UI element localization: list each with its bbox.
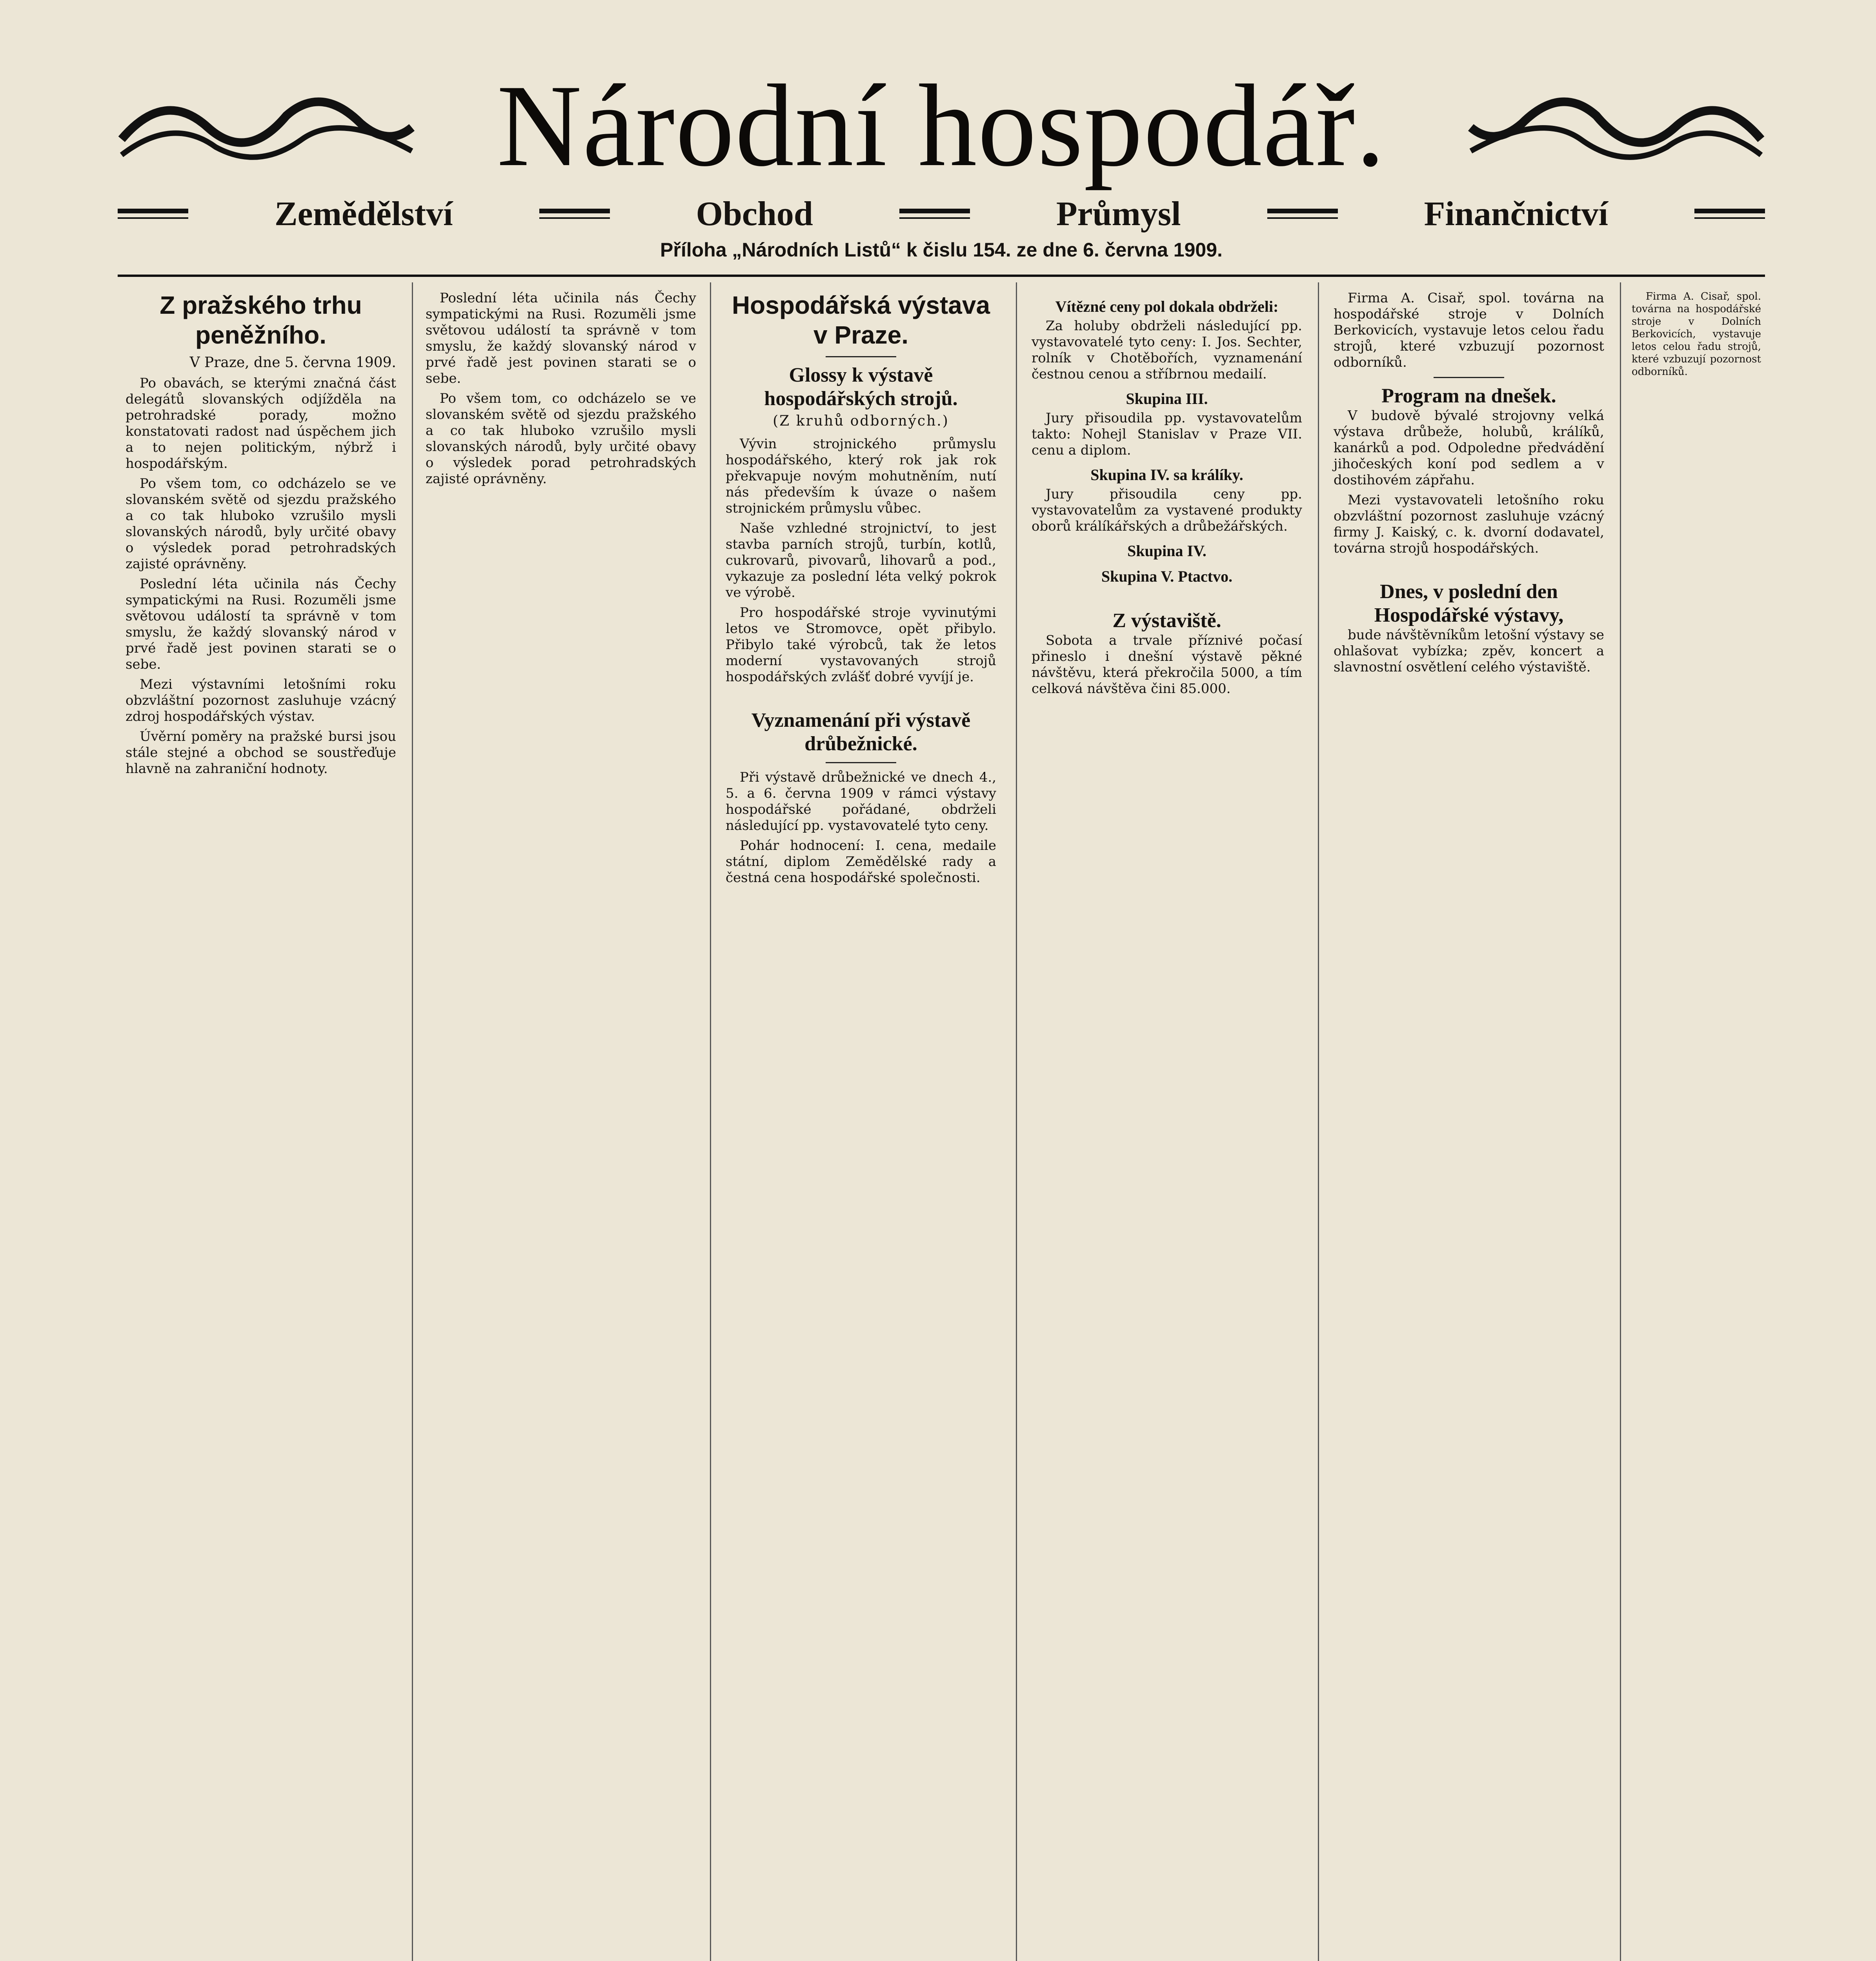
section-trade: Obchod [696,195,813,233]
divider [826,762,896,763]
paragraph: Mezi výstavními letošními roku obzvláštní pozornost zasluhuje vzácný zdroj hospodářských výstav. [126,677,396,724]
paragraph: Sobota a trvale příznivé počasí přineslo i dnešní výstavě pěkné návštěvu, která překročila 5000, a tím celková návštěva čini 85.000. [1032,633,1302,697]
section-heading: Skupina IV. sa králíky. [1090,466,1243,484]
paragraph: Jury přisoudila ceny pp. vystavovatelům za vystavené produkty oborů králíkářských a drůbežářských. [1032,486,1302,534]
paragraph: Po všem tom, co odcházelo se ve slovanském světě od sjezdu pražského a co tak hluboko vzrušilo mysli slovanských národů, byly určité obavy o výsledek porad petrohradských zajisté oprávněny. [126,476,396,572]
divider [118,209,188,219]
byline: (Z kruhů odborných.) [773,413,949,429]
article-headline: Z pražského trhu peněžního. [160,291,362,349]
paragraph: Poslední léta učinila nás Čechy sympatickými na Rusi. Rozuměli jsme světovou událostí ta správně v tom smyslu, že každý slovanský národ v prvé řadě jest povinen starati se o sebe. [126,576,396,672]
paragraph: Firma A. Cisař, spol. továrna na hospodářské stroje v Dolních Berkovicích, vystavuje letos celou řadu strojů, které vzbuzují pozornost odborníků. [1632,291,1761,378]
paragraph: Mezi vystavovateli letošního roku obzvláštní pozornost zasluhuje vzácný firmy J. Kaiský, c. k. dvorní dodavatel, továrna strojů hospodářských. [1334,492,1604,556]
section-heading: Skupina V. Ptactvo. [1101,568,1233,585]
section-agriculture: Zemědělství [274,195,453,233]
paragraph: bude návštěvníkům letošní výstavy se ohlašovat vybízka; zpěv, koncert a slavnostní osvětlení celého výstaviště. [1334,627,1604,675]
masthead [118,59,1765,263]
newspaper-title: Národní hospodář. [497,60,1386,191]
divider [826,356,896,357]
section-heading: Skupina IV. [1127,542,1206,560]
column-1 [126,290,396,781]
dateline: V Praze, dne 5. června 1909. [189,355,396,371]
header-rule [118,275,1765,277]
paragraph: Pohár hodnocení: I. cena, medaile státní, diplom Zemědělské rady a čestná cena hospodářské společnosti. [726,838,996,886]
column-4 [1032,290,1302,701]
section-heading: Vítězné ceny pol dokala obdrželi: [1055,298,1279,315]
column-5 [1334,290,1604,679]
section-finance: Finančnictví [1424,195,1608,233]
divider [1267,209,1338,219]
paragraph: Jury přisoudila pp. vystavovatelům takto: Nohejl Stanislav v Praze VII. cenu a diplom. [1032,410,1302,458]
column-rule [1318,282,1319,1961]
paragraph: Firma A. Cisař, spol. továrna na hospodářské stroje v Dolních Berkovicích, vystavuje letos celou řadu strojů, které vzbuzují pozornost odborníků. [1334,290,1604,370]
article-headline: Vyznamenání při výstavě drůbežnické. [751,709,971,755]
paragraph: Při výstavě drůbežnické ve dnech 4., 5. a 6. června 1909 v rámci výstavy hospodářské pořádané, obdrželi následující pp. vystavovatelé tyto ceny. [726,769,996,833]
paragraph: Pro hospodářské stroje vyvinutými letos ve Stromovce, opět přibylo. Přibylo také výrobců, tak že letos moderní vystavovaných strojů hospodářských zvlášť dobré vyvíjí je. [726,605,996,685]
article-headline: Dnes, v poslední den Hospodářské výstavy, [1374,580,1564,626]
article-headline: Z výstaviště. [1112,609,1221,632]
article-headline: Program na dnešek. [1381,385,1556,407]
article-headline: Hospodářská výstava v Praze. [731,291,990,349]
divider [1434,377,1504,378]
section-industry: Průmysl [1056,195,1181,233]
paragraph: Po obavách, se kterými značná část delegátů slovanských odjížděla na petrohradské porady, možno konstatovati radost nad úspěchem jich a to nejen politickým, nýbrž i hospodářským. [126,375,396,471]
paragraph: Úvěrní poměry na pražské bursi jsou stále stejné a obchod se soustřeďuje hlavně na zahraniční hodnoty. [126,729,396,777]
column-rule [1016,282,1017,1961]
column-rule [412,282,413,1961]
column-6 [1632,290,1761,382]
paragraph: Po všem tom, co odcházelo se ve slovanském světě od sjezdu pražského a co tak hluboko vzrušilo mysli slovanských národů, byly určité obavy o výsledek porad petrohradských zajisté oprávněny. [426,391,696,487]
section-bar [118,192,1765,235]
paragraph: V budově bývalé strojovny velká výstava drůbeže, holubů, králíků, kanárků a pod. Odpoledne předvádění jihočeských koní pod sedlem a v dostihovém zápřahu. [1334,408,1604,488]
divider [899,209,970,219]
paragraph: Za holuby obdrželi následující pp. vystavovatelé tyto ceny: I. Jos. Sechter, rolník v Chotěbořích, vyznamenání čestnou cenou a stříbrnou medailí. [1032,318,1302,382]
paragraph: Vývin strojnického průmyslu hospodářského, který rok jak rok překvapuje novým mohutněním, nutí nás především k úvaze o našem strojnickém průmyslu vůbec. [726,436,996,516]
paragraph: Naše vzhledné strojnictví, to jest stavba parních strojů, turbín, kotlů, cukrovarů, pivovarů, lihovarů a pod., vykazuje za poslední léta velký pokrok ve výrobě. [726,520,996,600]
column-rule [1620,282,1621,1961]
column-rule [710,282,711,1961]
column-3 [726,290,996,890]
divider [539,209,610,219]
paragraph: Poslední léta učinila nás Čechy sympatickými na Rusi. Rozuměli jsme světovou událostí ta správně v tom smyslu, že každý slovanský národ v prvé řadě jest povinen starati se o sebe. [426,290,696,386]
column-2 [426,290,696,491]
article-subheadline: Glossy k výstavě hospodářských strojů. [764,364,958,410]
divider [1694,209,1765,219]
supplement-line: Příloha „Národních Listů“ k čislu 154. ze dne 6. června 1909. [660,239,1223,261]
section-heading: Skupina III. [1126,390,1208,407]
